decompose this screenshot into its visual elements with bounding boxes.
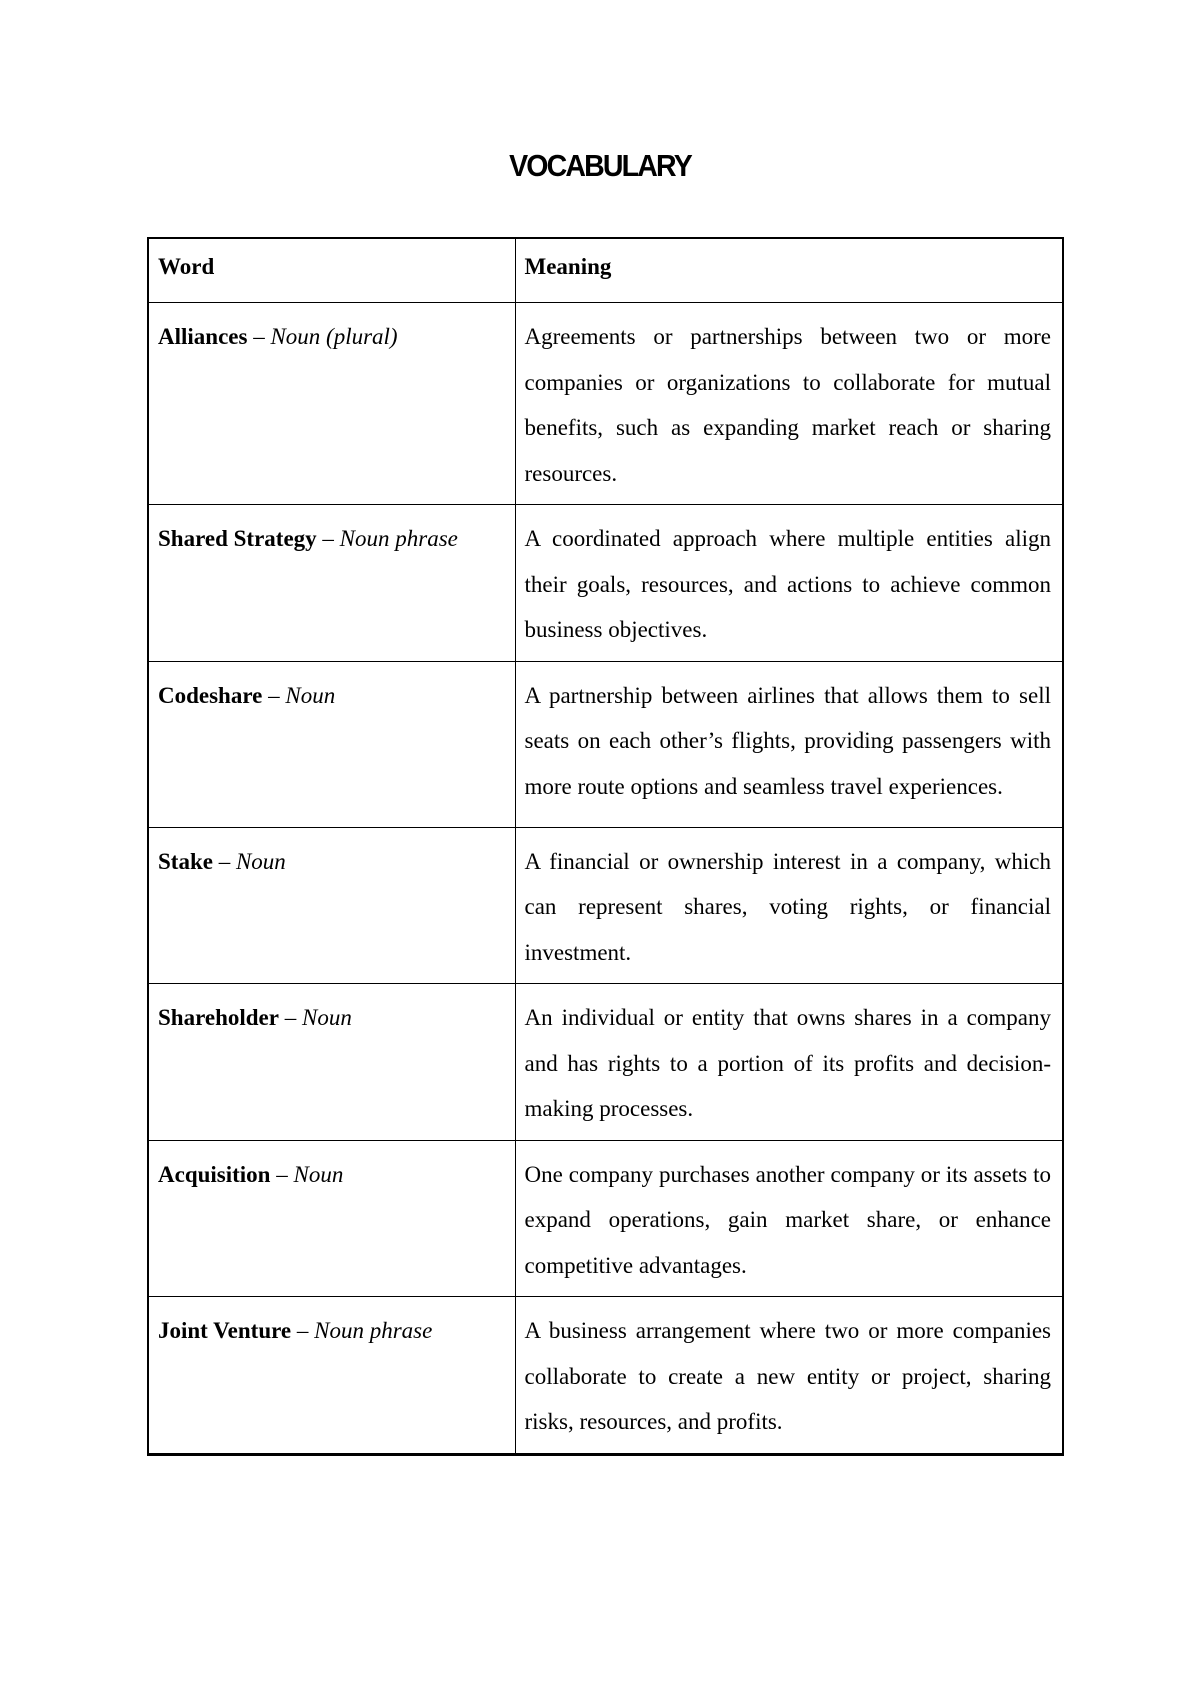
separator-dash: –: [291, 1318, 315, 1343]
table-row: [148, 661, 1063, 827]
table-row: [148, 984, 1063, 1141]
meaning-cell: A coordinated approach where multiple entities align their goals, resources, and actions to achieve common business objectives.: [515, 505, 1063, 662]
part-of-speech: Noun: [293, 1161, 344, 1187]
table-row: [148, 505, 1063, 662]
vocab-word: Alliances: [158, 324, 248, 349]
vocabulary-table: [147, 237, 1064, 1456]
word-cell: [148, 1297, 515, 1455]
meaning-cell: A business arrangement where two or more companies collaborate to create a new entity or project, sharing risks, resources, and profits.: [515, 1297, 1063, 1455]
meaning-cell: A financial or ownership interest in a company, which can represent shares, voting rights, or financial investment.: [515, 827, 1063, 984]
separator-dash: –: [212, 848, 236, 874]
separator-dash: –: [278, 1005, 302, 1030]
page-title: VOCABULARY: [509, 148, 691, 183]
word-cell: [148, 827, 515, 984]
vocab-word: Shared Strategy: [158, 526, 317, 551]
part-of-speech: Noun: [301, 1005, 352, 1030]
part-of-speech: Noun phrase: [314, 1318, 433, 1343]
separator-dash: –: [262, 682, 286, 708]
header-word: Word: [148, 238, 515, 303]
meaning-cell: An individual or entity that owns shares in a company and has rights to a portion of its profits and decision-making processes.: [515, 984, 1063, 1141]
vocab-word: Stake: [158, 848, 213, 874]
meaning-cell: One company purchases another company or its assets to expand operations, gain market share, or enhance competitive advantages.: [515, 1140, 1063, 1297]
word-cell: [148, 303, 515, 505]
part-of-speech: Noun phrase: [339, 526, 458, 551]
part-of-speech: Noun (plural): [270, 324, 398, 349]
table-row: [148, 1140, 1063, 1297]
vocab-word: Codeshare: [158, 682, 263, 708]
part-of-speech: Noun: [235, 848, 286, 874]
table-row: [148, 1297, 1063, 1455]
table-header-row: [148, 238, 1063, 303]
meaning-cell: Agreements or partnerships between two or more companies or organizations to collaborate for mutual benefits, such as expanding market reach or sharing resources.: [515, 303, 1063, 505]
part-of-speech: Noun: [285, 682, 336, 708]
word-cell: [148, 661, 515, 827]
separator-dash: –: [270, 1161, 294, 1187]
separator-dash: –: [316, 526, 340, 551]
vocab-word: Acquisition: [158, 1161, 271, 1187]
word-cell: [148, 984, 515, 1141]
word-cell: [148, 1140, 515, 1297]
separator-dash: –: [247, 324, 271, 349]
meaning-cell: A partnership between airlines that allows them to sell seats on each other’s flights, providing passengers with more route options and seamless travel experiences.: [515, 661, 1063, 827]
header-meaning: Meaning: [515, 238, 1063, 303]
vocab-word: Joint Venture: [158, 1318, 292, 1343]
word-cell: [148, 505, 515, 662]
table-row: [148, 827, 1063, 984]
table-row: [148, 303, 1063, 505]
vocab-word: Shareholder: [158, 1005, 279, 1030]
